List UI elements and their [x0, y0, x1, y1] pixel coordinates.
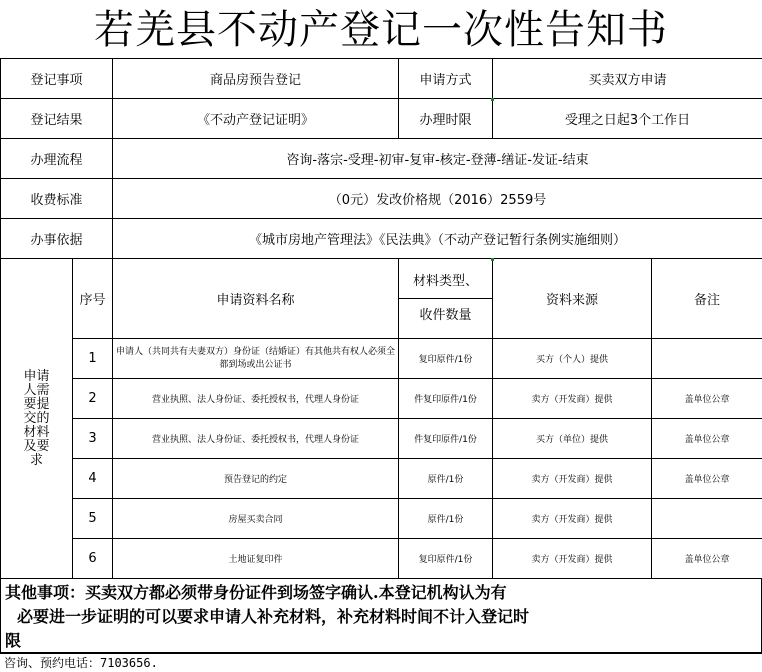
- row-type: 复印原件/1份: [399, 339, 493, 379]
- notes-line-1: 其他事项：买卖双方都必须带身份证件到场签字确认.本登记机构认为有: [5, 581, 757, 605]
- row-name: 土地证复印件: [113, 539, 399, 579]
- row-name: 预告登记的约定: [113, 459, 399, 499]
- notes-line-3: 限: [5, 629, 757, 653]
- header-seq: 序号: [73, 259, 113, 339]
- row-source: 卖方（开发商）提供: [493, 539, 652, 579]
- row-note: [652, 499, 762, 539]
- header-type-top: 材料类型、: [399, 265, 492, 299]
- row-source: 卖方（开发商）提供: [493, 379, 652, 419]
- document-title: 若羌县不动产登记一次性告知书: [0, 0, 762, 58]
- table-row: [1, 539, 762, 579]
- row-seq: 2: [73, 379, 113, 419]
- header-note: 备注: [652, 259, 762, 339]
- header-name: 申请资料名称: [113, 259, 399, 339]
- header-type-bottom: 收件数量: [399, 299, 492, 333]
- header-source: 资料来源: [493, 259, 652, 339]
- fee-value: （0元）发改价格规（2016）2559号: [113, 179, 762, 219]
- row-source: 买方（个人）提供: [493, 339, 652, 379]
- row-note: 盖单位公章: [652, 419, 762, 459]
- fee-label: 收费标准: [1, 179, 113, 219]
- row-note: [652, 339, 762, 379]
- row-source: 卖方（开发商）提供: [493, 499, 652, 539]
- row-note: 盖单位公章: [652, 539, 762, 579]
- materials-side-label: 申请人需要提交的材料及要求: [23, 370, 51, 468]
- application-method-value: 买卖双方申请: [493, 59, 762, 99]
- application-method-label: 申请方式: [399, 59, 493, 99]
- cell-marker: [491, 258, 494, 261]
- header-type-cell: [399, 259, 493, 339]
- row-seq: 6: [73, 539, 113, 579]
- processing-time-label: 办理时限: [399, 99, 493, 139]
- basis-value: 《城市房地产管理法》《民法典》（不动产登记暂行条例实施细则）: [113, 219, 762, 259]
- row-name: 营业执照、法人身份证、委托授权书，代理人身份证: [113, 379, 399, 419]
- table-row: [1, 339, 762, 379]
- row-seq: 5: [73, 499, 113, 539]
- row-type: 原件/1份: [399, 499, 493, 539]
- cell-marker: [491, 98, 494, 101]
- row-name: 营业执照、法人身份证、委托授权书，代理人身份证: [113, 419, 399, 459]
- table-row: [1, 419, 762, 459]
- row-type: 复印原件/1份: [399, 539, 493, 579]
- row-type: 件复印原件/1份: [399, 419, 493, 459]
- registration-item-value: 商品房预告登记: [113, 59, 399, 99]
- notes-line-2: 必要进一步证明的可以要求申请人补充材料，补充材料时间不计入登记时: [5, 605, 757, 629]
- table-row: [1, 459, 762, 499]
- row-seq: 1: [73, 339, 113, 379]
- row-seq: 4: [73, 459, 113, 499]
- row-type: 原件/1份: [399, 459, 493, 499]
- row-note: 盖单位公章: [652, 459, 762, 499]
- process-value: 咨询-落宗-受理-初审-复审-核定-登薄-缮证-发证-结束: [113, 139, 762, 179]
- row-type: 件复印原件/1份: [399, 379, 493, 419]
- other-notes: [0, 578, 762, 653]
- registration-result-label: 登记结果: [1, 99, 113, 139]
- registration-result-value: 《不动产登记证明》: [113, 99, 399, 139]
- row-source: 买方（单位）提供: [493, 419, 652, 459]
- row-name: 申请人（共同共有夫妻双方）身份证（结婚证）有其他共有权人必须全都到场或出公证书: [113, 339, 399, 379]
- row-name: 房屋买卖合同: [113, 499, 399, 539]
- row-note: 盖单位公章: [652, 379, 762, 419]
- table-row: [1, 379, 762, 419]
- table-row: [1, 499, 762, 539]
- row-seq: 3: [73, 419, 113, 459]
- notice-table: [0, 58, 762, 579]
- processing-time-value: 受理之日起3个工作日: [493, 99, 762, 139]
- registration-item-label: 登记事项: [1, 59, 113, 99]
- materials-side-label-cell: [1, 259, 73, 579]
- contact-phone: 咨询、预约电话：7103656.: [0, 653, 762, 671]
- process-label: 办理流程: [1, 139, 113, 179]
- basis-label: 办事依据: [1, 219, 113, 259]
- row-source: 卖方（开发商）提供: [493, 459, 652, 499]
